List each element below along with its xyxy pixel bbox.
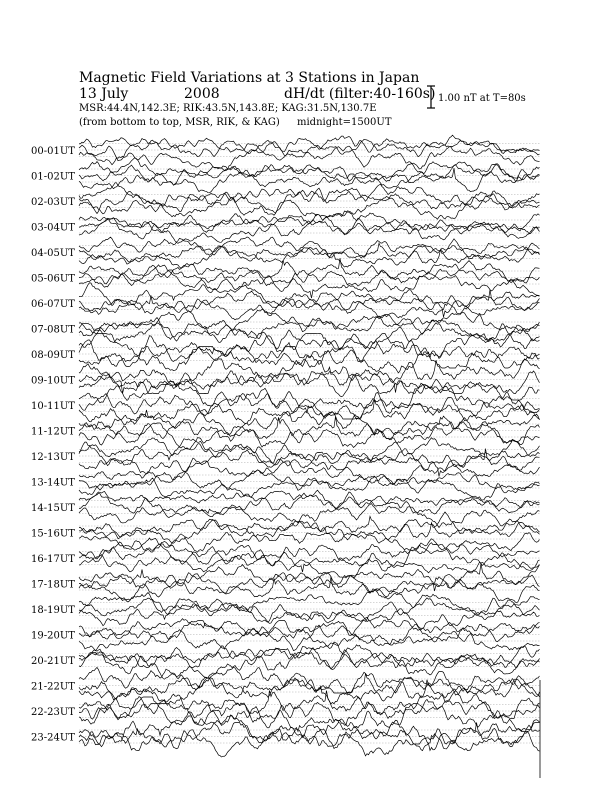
row-label: 21-22UT (31, 681, 75, 693)
trace-rik (79, 217, 540, 239)
trace-kag (79, 490, 540, 513)
row-label: 08-09UT (31, 350, 75, 361)
station-order-note: (from bottom to top, MSR, RIK, & KAG) (79, 117, 280, 128)
trace-kag (79, 183, 540, 209)
station-coordinates: MSR:44.4N,142.3E; RIK:43.5N,143.8E; KAG:31.5N,130.7E (79, 103, 377, 114)
row-label: 16-17UT (31, 554, 75, 565)
trace-kag (79, 642, 540, 667)
trace-kag (79, 538, 540, 562)
year-label: 2008 (184, 86, 220, 102)
row-label: 11-12UT (31, 426, 75, 438)
row-label: 09-10UT (31, 375, 75, 387)
trace-msr (79, 604, 540, 629)
trace-msr (79, 576, 540, 602)
row-label: 14-15UT (31, 503, 75, 514)
row-label: 13-14UT (31, 477, 75, 489)
row-label: 10-11UT (31, 401, 75, 412)
row-label: 22-23UT (31, 707, 75, 718)
trace-kag (79, 258, 540, 283)
trace-kag (79, 211, 540, 234)
row-label: 15-16UT (31, 528, 75, 540)
row-label: 12-13UT (31, 452, 75, 463)
row-label: 02-03UT (31, 197, 75, 208)
row-label: 05-06UT (31, 273, 75, 285)
row-label: 17-18UT (31, 579, 75, 591)
row-label: 04-05UT (31, 248, 75, 259)
trace-msr (79, 529, 540, 553)
trace-rik (79, 648, 540, 674)
chart-title: Magnetic Field Variations at 3 Stations in Japan (79, 70, 420, 86)
row-label: 03-04UT (31, 222, 75, 234)
row-label: 20-21UT (31, 656, 75, 667)
date-label: 13 July (79, 86, 129, 102)
trace-msr (79, 323, 540, 349)
scale-bar-label: 1.00 nT at T=80s (438, 93, 526, 104)
trace-rik (79, 493, 540, 517)
trace-rik (79, 367, 540, 394)
row-label: 23-24UT (31, 732, 75, 744)
trace-kag (79, 283, 540, 310)
row-label: 18-19UT (31, 605, 75, 616)
trace-kag (79, 135, 540, 155)
row-label: 00-01UT (31, 146, 75, 157)
scale-bar (427, 86, 435, 108)
midnight-note: midnight=1500UT (297, 117, 392, 128)
row-label: 06-07UT (31, 299, 75, 310)
filter-label: dH/dt (filter:40-160s) (284, 86, 436, 102)
trace-msr (79, 168, 540, 193)
trace-kag (79, 589, 540, 616)
row-label: 01-02UT (31, 171, 75, 183)
trace-msr (79, 347, 540, 373)
trace-kag (79, 237, 540, 258)
trace-msr (79, 474, 540, 501)
row-label: 19-20UT (31, 630, 75, 642)
row-label: 07-08UT (31, 324, 75, 336)
